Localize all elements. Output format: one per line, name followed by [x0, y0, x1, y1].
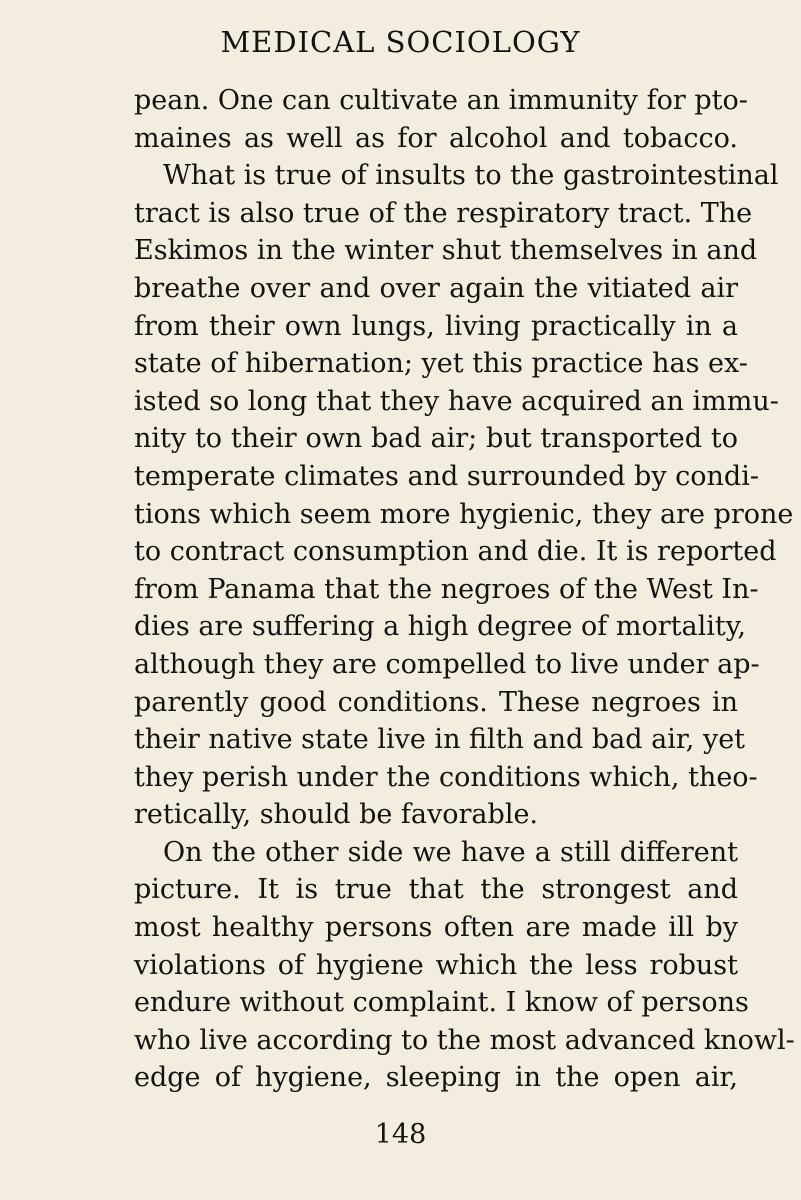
text-line: retically, should be favorable. — [134, 799, 539, 831]
text-line: dies are suffering a high degree of mortality, — [134, 611, 746, 643]
text-line: What is true of insults to the gastrointestinal — [163, 160, 779, 192]
text-line: maines as well as for alcohol and tobacco. — [134, 122, 738, 154]
text-line: temperate climates and surrounded by condi- — [134, 460, 759, 492]
text-line: who live according to the most advanced knowl- — [134, 1024, 795, 1056]
text-line: tions which seem more hygienic, they are prone — [134, 498, 794, 530]
text-line: most healthy persons often are made ill by — [134, 912, 738, 944]
text-line: nity to their own bad air; but transported to — [134, 423, 738, 455]
text-line: endure without complaint. I know of persons — [134, 987, 749, 1019]
text-line: pean. One can cultivate an immunity for pto- — [134, 85, 748, 116]
body-text — [134, 82, 795, 1097]
text-line: tract is also true of the respiratory tract. The — [134, 197, 753, 229]
text-line: parently good conditions. These negroes in — [134, 686, 738, 718]
running-head: MEDICAL SOCIOLOGY — [220, 25, 581, 59]
text-line: violations of hygiene which the less robust — [134, 949, 738, 981]
text-line: from their own lungs, living practically in a — [134, 310, 738, 342]
text-line: they perish under the conditions which, theo- — [134, 761, 758, 793]
text-line: isted so long that they have acquired an immu- — [134, 385, 779, 417]
text-line: to contract consumption and die. It is reported — [134, 536, 777, 568]
text-line: their native state live in filth and bad air, yet — [134, 724, 746, 756]
text-line: Eskimos in the winter shut themselves in and — [134, 235, 758, 267]
text-line: state of hibernation; yet this practice has ex- — [134, 348, 748, 380]
text-line: picture. It is true that the strongest and — [134, 874, 738, 906]
text-line: breathe over and over again the vitiated air — [134, 272, 738, 304]
text-line: from Panama that the negroes of the West In- — [134, 573, 759, 605]
text-line: edge of hygiene, sleeping in the open air, — [134, 1062, 738, 1094]
text-line: On the other side we have a still different — [163, 836, 738, 868]
page-number: 148 — [374, 1119, 427, 1150]
text-line: although they are compelled to live under ap- — [134, 648, 760, 680]
